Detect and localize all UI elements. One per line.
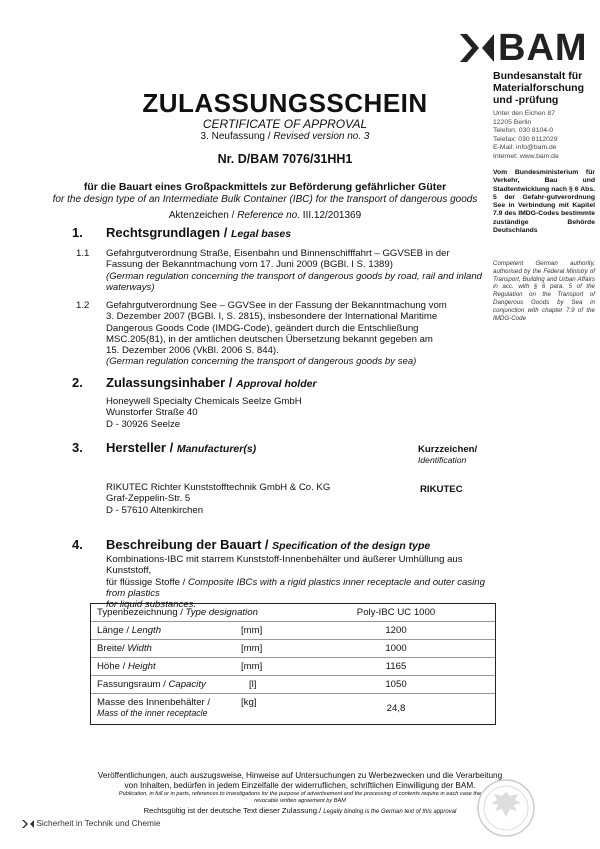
section-4-title-en: Specification of the design type bbox=[272, 540, 431, 552]
text-line: MSC.205(81), in der amtlichen deutschen Übersetzung bekannt gegeben am bbox=[106, 333, 433, 345]
row-label-en: Length bbox=[131, 625, 162, 636]
table-row bbox=[91, 676, 495, 694]
revision-de: 3. Neufassung / bbox=[200, 131, 274, 142]
table-row bbox=[91, 658, 495, 676]
section-2-title-en: Approval holder bbox=[236, 378, 317, 390]
bam-mark-small-icon bbox=[22, 820, 34, 828]
document-subtitle: CERTIFICATE OF APPROVAL bbox=[202, 117, 368, 131]
footer-line: revocable written agreement by BAM bbox=[254, 797, 346, 804]
address-line: Unter den Eichen 87 bbox=[493, 110, 555, 117]
text-line: Honeywell Specialty Chemicals Seelze GmbH bbox=[106, 396, 302, 407]
footer-line: Publication, in full or in parts, references to investigations for the purpose of advertisement and the processing of contents require in each case the bbox=[118, 791, 482, 797]
row-label-de: Masse des Innenbehälter / bbox=[97, 697, 211, 708]
row-unit: [mm] bbox=[241, 643, 263, 654]
text-line: Fassung der Bekanntmachung vom 17. Juni 2009 (BGBl. I S. 1389) bbox=[106, 259, 393, 271]
address-line: Internet: www.bam.de bbox=[493, 152, 559, 160]
text-line: Gefahrgutverordnung See – GGVSee in der Fassung der Bekanntmachung vom bbox=[106, 300, 447, 311]
text-line: 3. Dezember 2007 (BGBl. I, S. 2815), insbesondere der International Maritime bbox=[106, 311, 438, 323]
footer-line: Veröffentlichungen, auch auszugsweise, Hinweise auf Untersuchungen zu Werbezwecken und die Verarbeitung bbox=[97, 771, 503, 780]
certificate-number: Nr. D/BAM 7076/31HH1 bbox=[217, 152, 353, 166]
row-label bbox=[97, 643, 152, 654]
row-label-en: Type designation bbox=[185, 607, 258, 618]
section-3-number: 3. bbox=[72, 440, 83, 455]
text-line: Kombinations-IBC mit starrem Kunststoff-Innenbehälter und äußerer Umhüllung aus Kunststoff, bbox=[106, 554, 463, 577]
row-label-de: Breite/ bbox=[97, 643, 128, 654]
reference-value: III.12/201369 bbox=[302, 210, 362, 221]
row-label-en: Capacity bbox=[168, 679, 206, 690]
row-label bbox=[97, 607, 258, 618]
text-line: Dangerous Goods Code (IMDG-Code), geändert durch die Entschließung bbox=[106, 322, 419, 334]
section-4-title-de: Beschreibung der Bauart / bbox=[106, 537, 273, 552]
row-label bbox=[97, 697, 210, 719]
table-row bbox=[91, 604, 495, 622]
text-line bbox=[106, 577, 501, 600]
footer-line: von Inhalten, bedürfen in jedem Einzelfalle der widerruflichen, schriftlichen Einwilligung der BAM. bbox=[124, 780, 476, 790]
bam-logo-text: BAM bbox=[498, 27, 588, 69]
row-label bbox=[97, 625, 161, 636]
specification-table bbox=[90, 603, 496, 725]
text-line: D - 57610 Altenkirchen bbox=[106, 504, 204, 516]
row-value: 24,8 bbox=[386, 703, 406, 714]
text-line-en: Composite IBCs with a rigid plastics inner receptacle and outer casing from plastics bbox=[106, 576, 485, 599]
item-1-1-text bbox=[106, 248, 498, 293]
section-3-title-de: Hersteller / bbox=[106, 440, 177, 455]
revision-en: Revised version no. 3 bbox=[273, 131, 370, 142]
reference-de: Aktenzeichen / bbox=[168, 210, 238, 221]
item-1-2-number: 1.2 bbox=[76, 300, 90, 311]
official-seal bbox=[475, 778, 537, 838]
manufacturer-code: RIKUTEC bbox=[420, 484, 463, 495]
item-1-1-number: 1.1 bbox=[76, 248, 90, 259]
institution-line: Bundesanstalt für bbox=[493, 70, 583, 82]
text-line: RIKUTEC Richter Kunststofftechnik GmbH & Co. KG bbox=[106, 482, 331, 493]
text-line-de: für flüssige Stoffe / bbox=[106, 576, 188, 588]
row-label-de: Typenbezeichnung / bbox=[97, 607, 186, 618]
row-value: 1165 bbox=[385, 661, 407, 672]
eagle-seal-icon bbox=[475, 778, 537, 838]
row-label-en: Mass of the inner receptacle bbox=[97, 708, 208, 718]
row-label-de: Höhe / bbox=[97, 661, 128, 672]
section-3-title bbox=[106, 440, 256, 455]
approval-holder-address bbox=[106, 396, 486, 430]
table-row bbox=[91, 694, 495, 724]
section-3-title-en: Manufacturer(s) bbox=[176, 443, 257, 455]
row-value: Poly-IBC UC 1000 bbox=[356, 607, 436, 618]
text-line-en: waterways) bbox=[106, 281, 155, 293]
reference-number bbox=[40, 210, 490, 221]
section-2-number: 2. bbox=[72, 375, 83, 390]
design-type-description bbox=[106, 554, 501, 610]
row-value: 1050 bbox=[385, 679, 407, 690]
legal-note-de: Rechtsgültig ist der deutsche Text dieser Zulassung./ bbox=[143, 806, 324, 815]
identification-label-en: Identification bbox=[418, 455, 467, 465]
row-label bbox=[97, 661, 156, 672]
address-line: 12205 Berlin bbox=[493, 118, 532, 126]
section-4-title bbox=[106, 537, 430, 552]
design-type-de: für die Bauart eines Großpackmittels zur Beförderung gefährlicher Güter bbox=[83, 181, 447, 193]
address-line: Telefax: 030 8112029 bbox=[493, 135, 558, 143]
slogan bbox=[22, 818, 160, 828]
revision-note bbox=[80, 131, 490, 142]
table-row bbox=[91, 640, 495, 658]
row-label-de: Fassungsraum / bbox=[97, 679, 169, 690]
document-title: ZULASSUNGSSCHEIN bbox=[142, 88, 428, 118]
legal-note-en: Legally binding is the German text of this approval bbox=[323, 809, 457, 815]
section-2-title bbox=[106, 375, 317, 390]
text-line-en: for liquid substances. bbox=[106, 599, 197, 611]
reference-en: Reference no. bbox=[237, 210, 303, 221]
row-value: 1000 bbox=[385, 643, 407, 654]
section-1-title-en: Legal bases bbox=[230, 228, 292, 240]
section-2-title-de: Zulassungsinhaber / bbox=[106, 375, 237, 390]
competent-authority-note: Competent German authority, authorised by the Federal Ministry of Transport, Building and Urban Affairs in acc. with § 6 para. 5 of the Regulation on the Transport of Dangerous Goods by Sea in conjunction with chapter 7.9 of the IMDG-Code bbox=[493, 260, 595, 322]
row-value: 1200 bbox=[385, 625, 407, 636]
address-line: E-Mail: info@bam.de bbox=[493, 144, 557, 152]
section-1-title bbox=[106, 225, 291, 240]
text-line: Graf-Zeppelin-Str. 5 bbox=[106, 493, 191, 505]
section-1-title-de: Rechtsgrundlagen / bbox=[106, 225, 231, 240]
institution-line: und -prüfung bbox=[493, 94, 559, 106]
row-label-de: Länge / bbox=[97, 625, 132, 636]
bam-logo-mark-icon bbox=[458, 28, 496, 68]
design-type-en: for the design type of an Intermediate Bulk Container (IBC) for the transport of dangerous goods bbox=[52, 194, 478, 205]
row-unit: [l] bbox=[249, 679, 257, 690]
ministry-authority-note: Vom Bundesministerium für Verkehr, Bau und Stadtentwicklung nach § 6 Abs. 5 der Gefahr-gutverordnung See in Verbindung mit Kapitel 7.9 des IMDG-Codes bestimmte zuständige Behörde Deutschlands bbox=[493, 169, 595, 235]
address-line: Telefon: 030 8104-0 bbox=[493, 127, 554, 135]
text-line: Gefahrgutverordnung Straße, Eisenbahn und Binnenschifffahrt – GGVSEB in der bbox=[106, 248, 450, 259]
row-unit: [mm] bbox=[241, 625, 263, 636]
text-line-en: (German regulation concerning the transport of dangerous goods by sea) bbox=[106, 356, 417, 368]
identification-label bbox=[418, 444, 477, 466]
section-1-number: 1. bbox=[72, 225, 83, 240]
table-row bbox=[91, 622, 495, 640]
slogan-text: Sicherheit in Technik und Chemie bbox=[36, 818, 161, 828]
row-label-en: Width bbox=[127, 643, 152, 654]
section-4-number: 4. bbox=[72, 537, 83, 552]
text-line: D - 30926 Seelze bbox=[106, 418, 181, 430]
bam-logo bbox=[458, 28, 588, 68]
text-line: 15. Dezember 2006 (VkBl. 2006 S. 844). bbox=[106, 345, 279, 357]
institution-line: Materialforschung bbox=[493, 82, 585, 94]
row-label bbox=[97, 679, 206, 690]
institution-address bbox=[493, 110, 598, 162]
row-unit: [mm] bbox=[241, 661, 263, 672]
row-unit: [kg] bbox=[241, 697, 257, 708]
text-line: Wunstorfer Straße 40 bbox=[106, 407, 198, 419]
institution-name bbox=[493, 70, 598, 106]
manufacturer-address bbox=[106, 482, 406, 516]
row-label-en: Height bbox=[127, 661, 156, 672]
text-line-en: (German regulation concerning the transport of dangerous goods by road, rail and inland bbox=[106, 270, 482, 282]
item-1-2-text bbox=[106, 300, 498, 368]
identification-label-de: Kurzzeichen/ bbox=[418, 444, 478, 455]
